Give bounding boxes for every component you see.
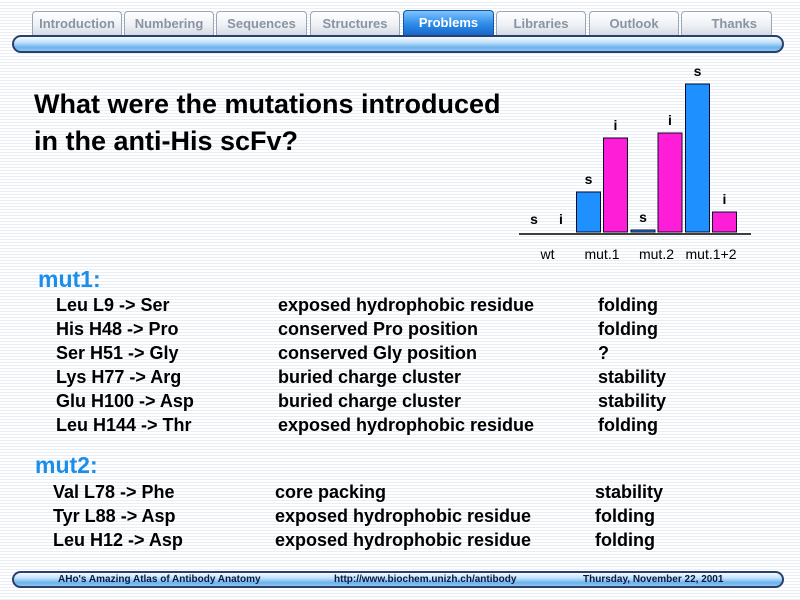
mutation-cell: Leu L9 -> Ser <box>56 295 170 315</box>
tab-bar <box>32 10 774 36</box>
effect-cell: folding <box>598 415 658 435</box>
chart-bar-i-3 <box>713 212 737 232</box>
tab-libraries[interactable]: Libraries <box>496 11 586 35</box>
chart-data-label: i <box>668 112 672 128</box>
mutation-cell: Tyr L88 -> Asp <box>53 506 176 526</box>
footer-date: Thursday, November 22, 2001 <box>583 574 724 585</box>
footer-url-link[interactable]: http://www.biochem.unizh.ch/antibody <box>334 574 517 585</box>
reason-cell: core packing <box>275 482 387 502</box>
effect-cell: folding <box>595 530 655 550</box>
table-row <box>0 295 800 319</box>
reason-cell: buried charge cluster <box>278 391 462 411</box>
mutation-cell: Leu H144 -> Thr <box>56 415 192 435</box>
effect-cell: folding <box>598 295 658 315</box>
footer-bar <box>12 571 784 588</box>
effect-cell: folding <box>595 506 655 526</box>
slide-title-line2: in the anti-His scFv? <box>34 126 299 156</box>
effect-cell: stability <box>598 391 667 411</box>
effect-cell: folding <box>598 319 658 339</box>
reason-cell: buried charge cluster <box>278 367 462 387</box>
chart-bar-s-2 <box>631 230 655 232</box>
tab-outlook[interactable]: Outlook <box>589 11 679 35</box>
table-row <box>0 415 800 439</box>
tab-introduction[interactable]: Introduction <box>32 11 122 35</box>
effect-cell: stability <box>598 367 667 387</box>
tab-structures[interactable]: Structures <box>310 11 400 35</box>
chart-data-label: i <box>559 211 563 227</box>
table-row <box>0 343 800 367</box>
tab-sequences[interactable]: Sequences <box>216 11 307 35</box>
top-bar <box>12 35 784 53</box>
chart-data-label: i <box>613 117 618 133</box>
reason-cell: exposed hydrophobic residue <box>275 530 532 550</box>
chart-data-label: s <box>639 209 647 225</box>
footer-atlas-title: AHo's Amazing Atlas of Antibody Anatomy <box>58 574 261 585</box>
table-row <box>0 319 800 343</box>
chart-data-label: s <box>584 171 593 187</box>
chart-data-label: i <box>722 191 727 207</box>
mutation-cell: Glu H100 -> Asp <box>56 391 194 411</box>
table-row <box>0 367 800 391</box>
chart-category-label: mut.1 <box>584 246 620 262</box>
chart-bar-i-1 <box>604 138 628 232</box>
reason-cell: conserved Gly position <box>278 343 478 363</box>
mutation-cell: Val L78 -> Phe <box>53 482 175 502</box>
slide-title-line1: What were the mutations introduced <box>34 89 501 119</box>
mutation-cell: Ser H51 -> Gly <box>56 343 179 363</box>
mutation-cell: His H48 -> Pro <box>56 319 179 339</box>
chart-category-label: wt <box>540 246 555 262</box>
reason-cell: exposed hydrophobic residue <box>278 415 535 435</box>
tab-problems[interactable]: Problems <box>403 10 494 36</box>
table-row <box>0 391 800 415</box>
mutation-cell: Leu H12 -> Asp <box>53 530 183 550</box>
reason-cell: exposed hydrophobic residue <box>278 295 535 315</box>
table-row <box>0 530 800 554</box>
chart-bar-i-2 <box>658 133 682 232</box>
reason-cell: conserved Pro position <box>278 319 479 339</box>
table-row <box>0 506 800 530</box>
chart-bar-s-3 <box>686 84 710 232</box>
table-row <box>0 482 800 506</box>
tab-thanks[interactable]: Thanks <box>681 11 772 35</box>
reason-cell: exposed hydrophobic residue <box>275 506 532 526</box>
chart-data-label: s <box>530 211 538 227</box>
effect-cell: ? <box>598 343 609 363</box>
mutation-bar-chart <box>505 55 765 270</box>
mut1-heading: mut1: <box>38 266 101 292</box>
chart-category-label: mut.1+2 <box>685 246 737 262</box>
effect-cell: stability <box>595 482 664 502</box>
chart-category-label: mut.2 <box>638 246 675 262</box>
mutation-cell: Lys H77 -> Arg <box>56 367 182 387</box>
chart-bar-s-1 <box>577 192 601 232</box>
chart-data-label: s <box>693 63 702 79</box>
tab-numbering[interactable]: Numbering <box>124 11 214 35</box>
mut2-heading: mut2: <box>35 452 98 478</box>
